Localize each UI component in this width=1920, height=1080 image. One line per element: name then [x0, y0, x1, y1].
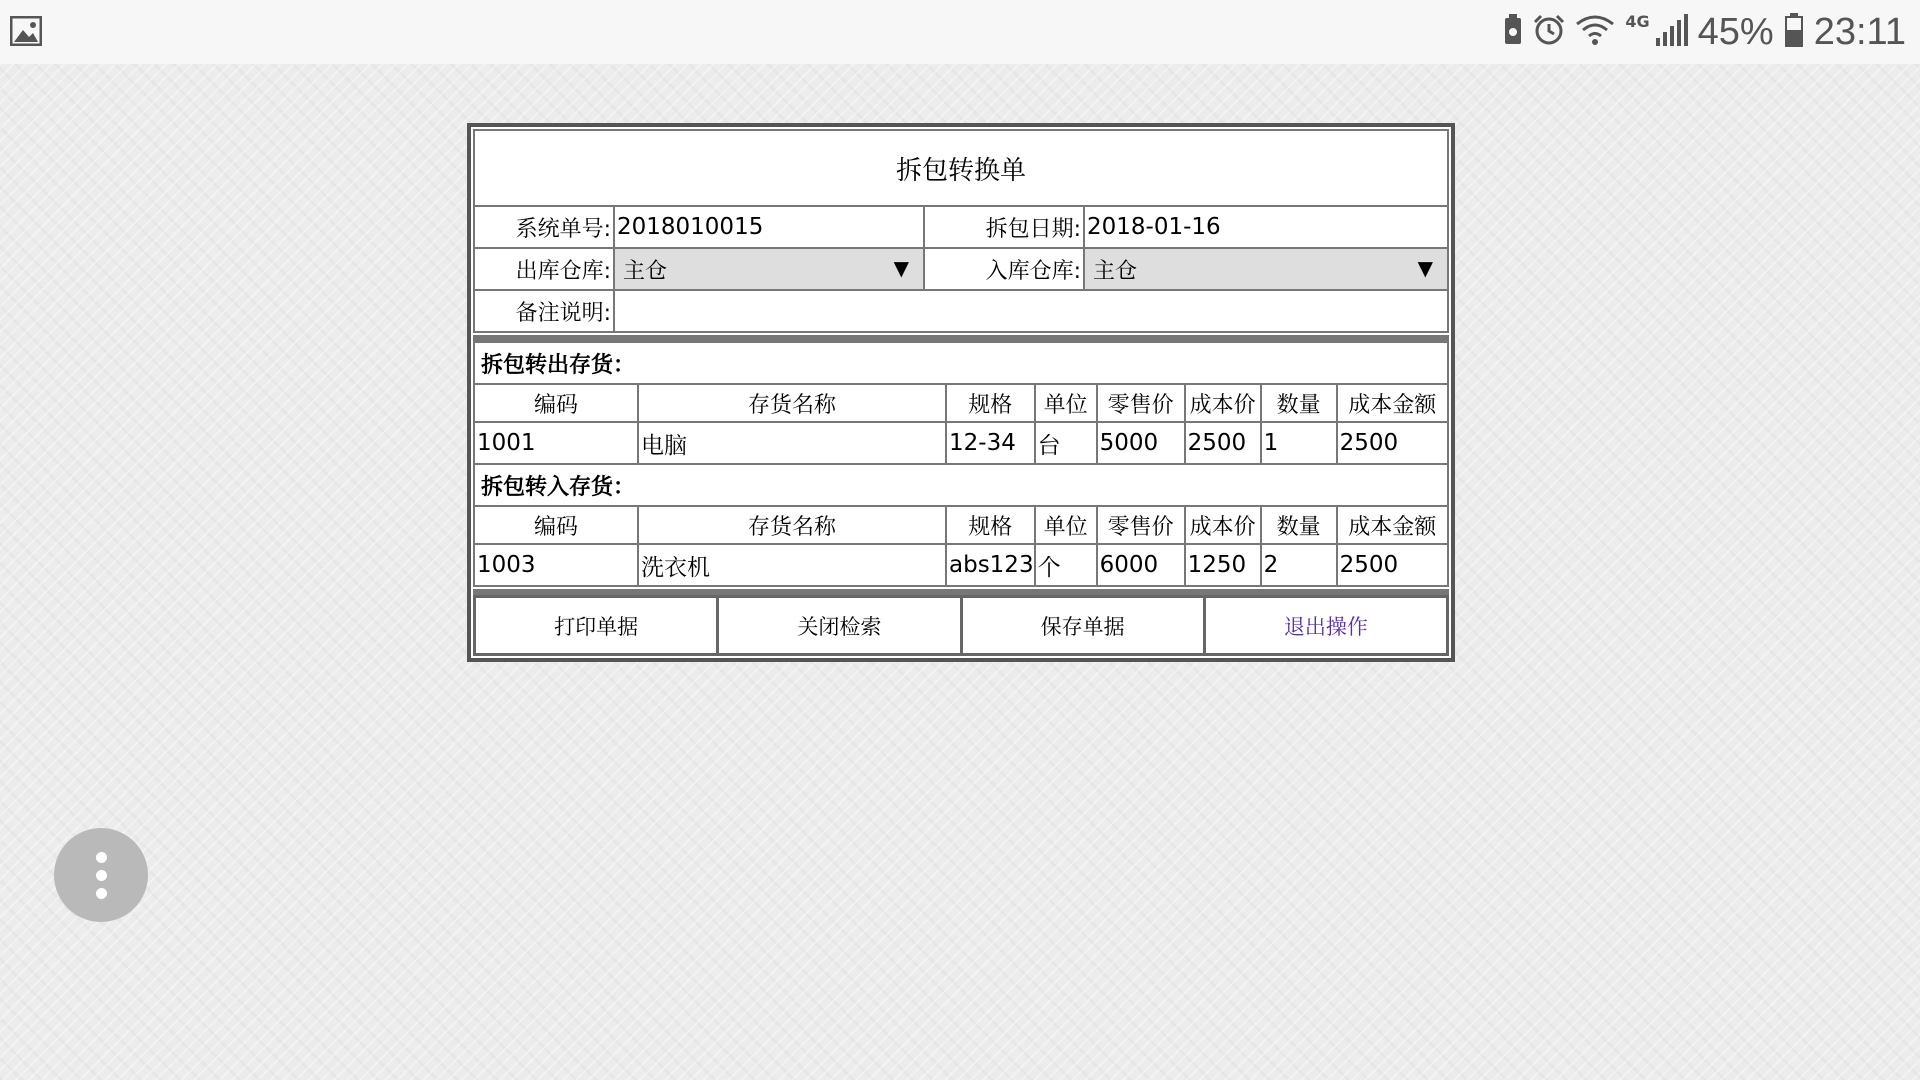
system-no-field[interactable]: 2018010015	[614, 206, 924, 248]
in-section-title: 拆包转入存货：	[474, 464, 1448, 506]
col-cost-price: 成本价	[1185, 384, 1261, 422]
out-table-header	[474, 384, 1448, 422]
in-warehouse-select[interactable]	[1084, 248, 1448, 290]
alarm-icon	[1533, 14, 1565, 50]
battery-saver-icon	[1503, 14, 1523, 50]
image-icon	[10, 16, 42, 50]
col-spec: 规格	[946, 384, 1035, 422]
col-code: 编码	[474, 506, 638, 544]
table-row	[474, 544, 1448, 586]
col-spec: 规格	[946, 506, 1035, 544]
date-label: 拆包日期:	[924, 206, 1084, 248]
in-table-header	[474, 506, 1448, 544]
action-bar	[473, 589, 1449, 656]
dropdown-arrow-icon: ▼	[893, 256, 909, 280]
form-header-table	[473, 129, 1449, 333]
col-cost-amount: 成本金额	[1337, 506, 1448, 544]
cell-quantity[interactable]: 1	[1261, 422, 1337, 464]
cell-retail-price[interactable]: 6000	[1097, 544, 1185, 586]
out-section-title: 拆包转出存货：	[474, 342, 1448, 384]
cell-cost-amount[interactable]: 2500	[1337, 544, 1448, 586]
in-warehouse-label: 入库仓库:	[924, 248, 1084, 290]
col-unit: 单位	[1035, 384, 1097, 422]
cell-quantity[interactable]: 2	[1261, 544, 1337, 586]
cell-code[interactable]: 1003	[474, 544, 638, 586]
battery-percent: 45%	[1697, 10, 1774, 53]
col-code: 编码	[474, 384, 638, 422]
more-options-button[interactable]	[54, 828, 148, 922]
col-name: 存货名称	[638, 384, 946, 422]
table-row	[474, 422, 1448, 464]
status-bar	[0, 0, 1920, 64]
cell-spec[interactable]: 12-34	[946, 422, 1035, 464]
out-warehouse-value: 主仓	[623, 258, 668, 284]
save-button[interactable]: 保存单据	[961, 597, 1204, 655]
wifi-icon	[1575, 14, 1615, 50]
date-field[interactable]: 2018-01-16	[1084, 206, 1448, 248]
out-warehouse-select[interactable]	[614, 248, 924, 290]
dropdown-arrow-icon: ▼	[1417, 256, 1433, 280]
items-section	[473, 335, 1449, 587]
col-unit: 单位	[1035, 506, 1097, 544]
cell-unit[interactable]: 个	[1035, 544, 1097, 586]
more-vert-icon-dot	[96, 870, 107, 881]
cell-unit[interactable]: 台	[1035, 422, 1097, 464]
cell-cost-price[interactable]: 1250	[1185, 544, 1261, 586]
col-cost-amount: 成本金额	[1337, 384, 1448, 422]
col-retail-price: 零售价	[1097, 506, 1185, 544]
more-vert-icon	[96, 852, 107, 863]
exit-button[interactable]: 退出操作	[1204, 597, 1447, 655]
col-retail-price: 零售价	[1097, 384, 1185, 422]
form-title: 拆包转换单	[474, 130, 1448, 206]
col-name: 存货名称	[638, 506, 946, 544]
battery-icon	[1784, 13, 1804, 51]
network-type: 4G	[1625, 11, 1650, 31]
close-search-button[interactable]: 关闭检索	[718, 597, 961, 655]
cell-spec[interactable]: abs123	[946, 544, 1035, 586]
clock: 23:11	[1813, 10, 1906, 53]
remark-field[interactable]	[614, 290, 1448, 332]
cell-cost-amount[interactable]: 2500	[1337, 422, 1448, 464]
cell-cost-price[interactable]: 2500	[1185, 422, 1261, 464]
cell-code[interactable]: 1001	[474, 422, 638, 464]
in-warehouse-value: 主仓	[1093, 258, 1138, 284]
cell-name[interactable]: 洗衣机	[638, 544, 946, 586]
more-vert-icon-dot	[96, 888, 107, 899]
out-warehouse-label: 出库仓库:	[474, 248, 614, 290]
col-quantity: 数量	[1261, 506, 1337, 544]
cell-name[interactable]: 电脑	[638, 422, 946, 464]
cell-retail-price[interactable]: 5000	[1097, 422, 1185, 464]
unpack-conversion-form	[467, 123, 1455, 662]
col-quantity: 数量	[1261, 384, 1337, 422]
signal-icon	[1654, 14, 1688, 50]
remark-label: 备注说明:	[474, 290, 614, 332]
system-no-label: 系统单号:	[474, 206, 614, 248]
items-table	[473, 341, 1449, 587]
print-button[interactable]: 打印单据	[475, 597, 718, 655]
col-cost-price: 成本价	[1185, 506, 1261, 544]
